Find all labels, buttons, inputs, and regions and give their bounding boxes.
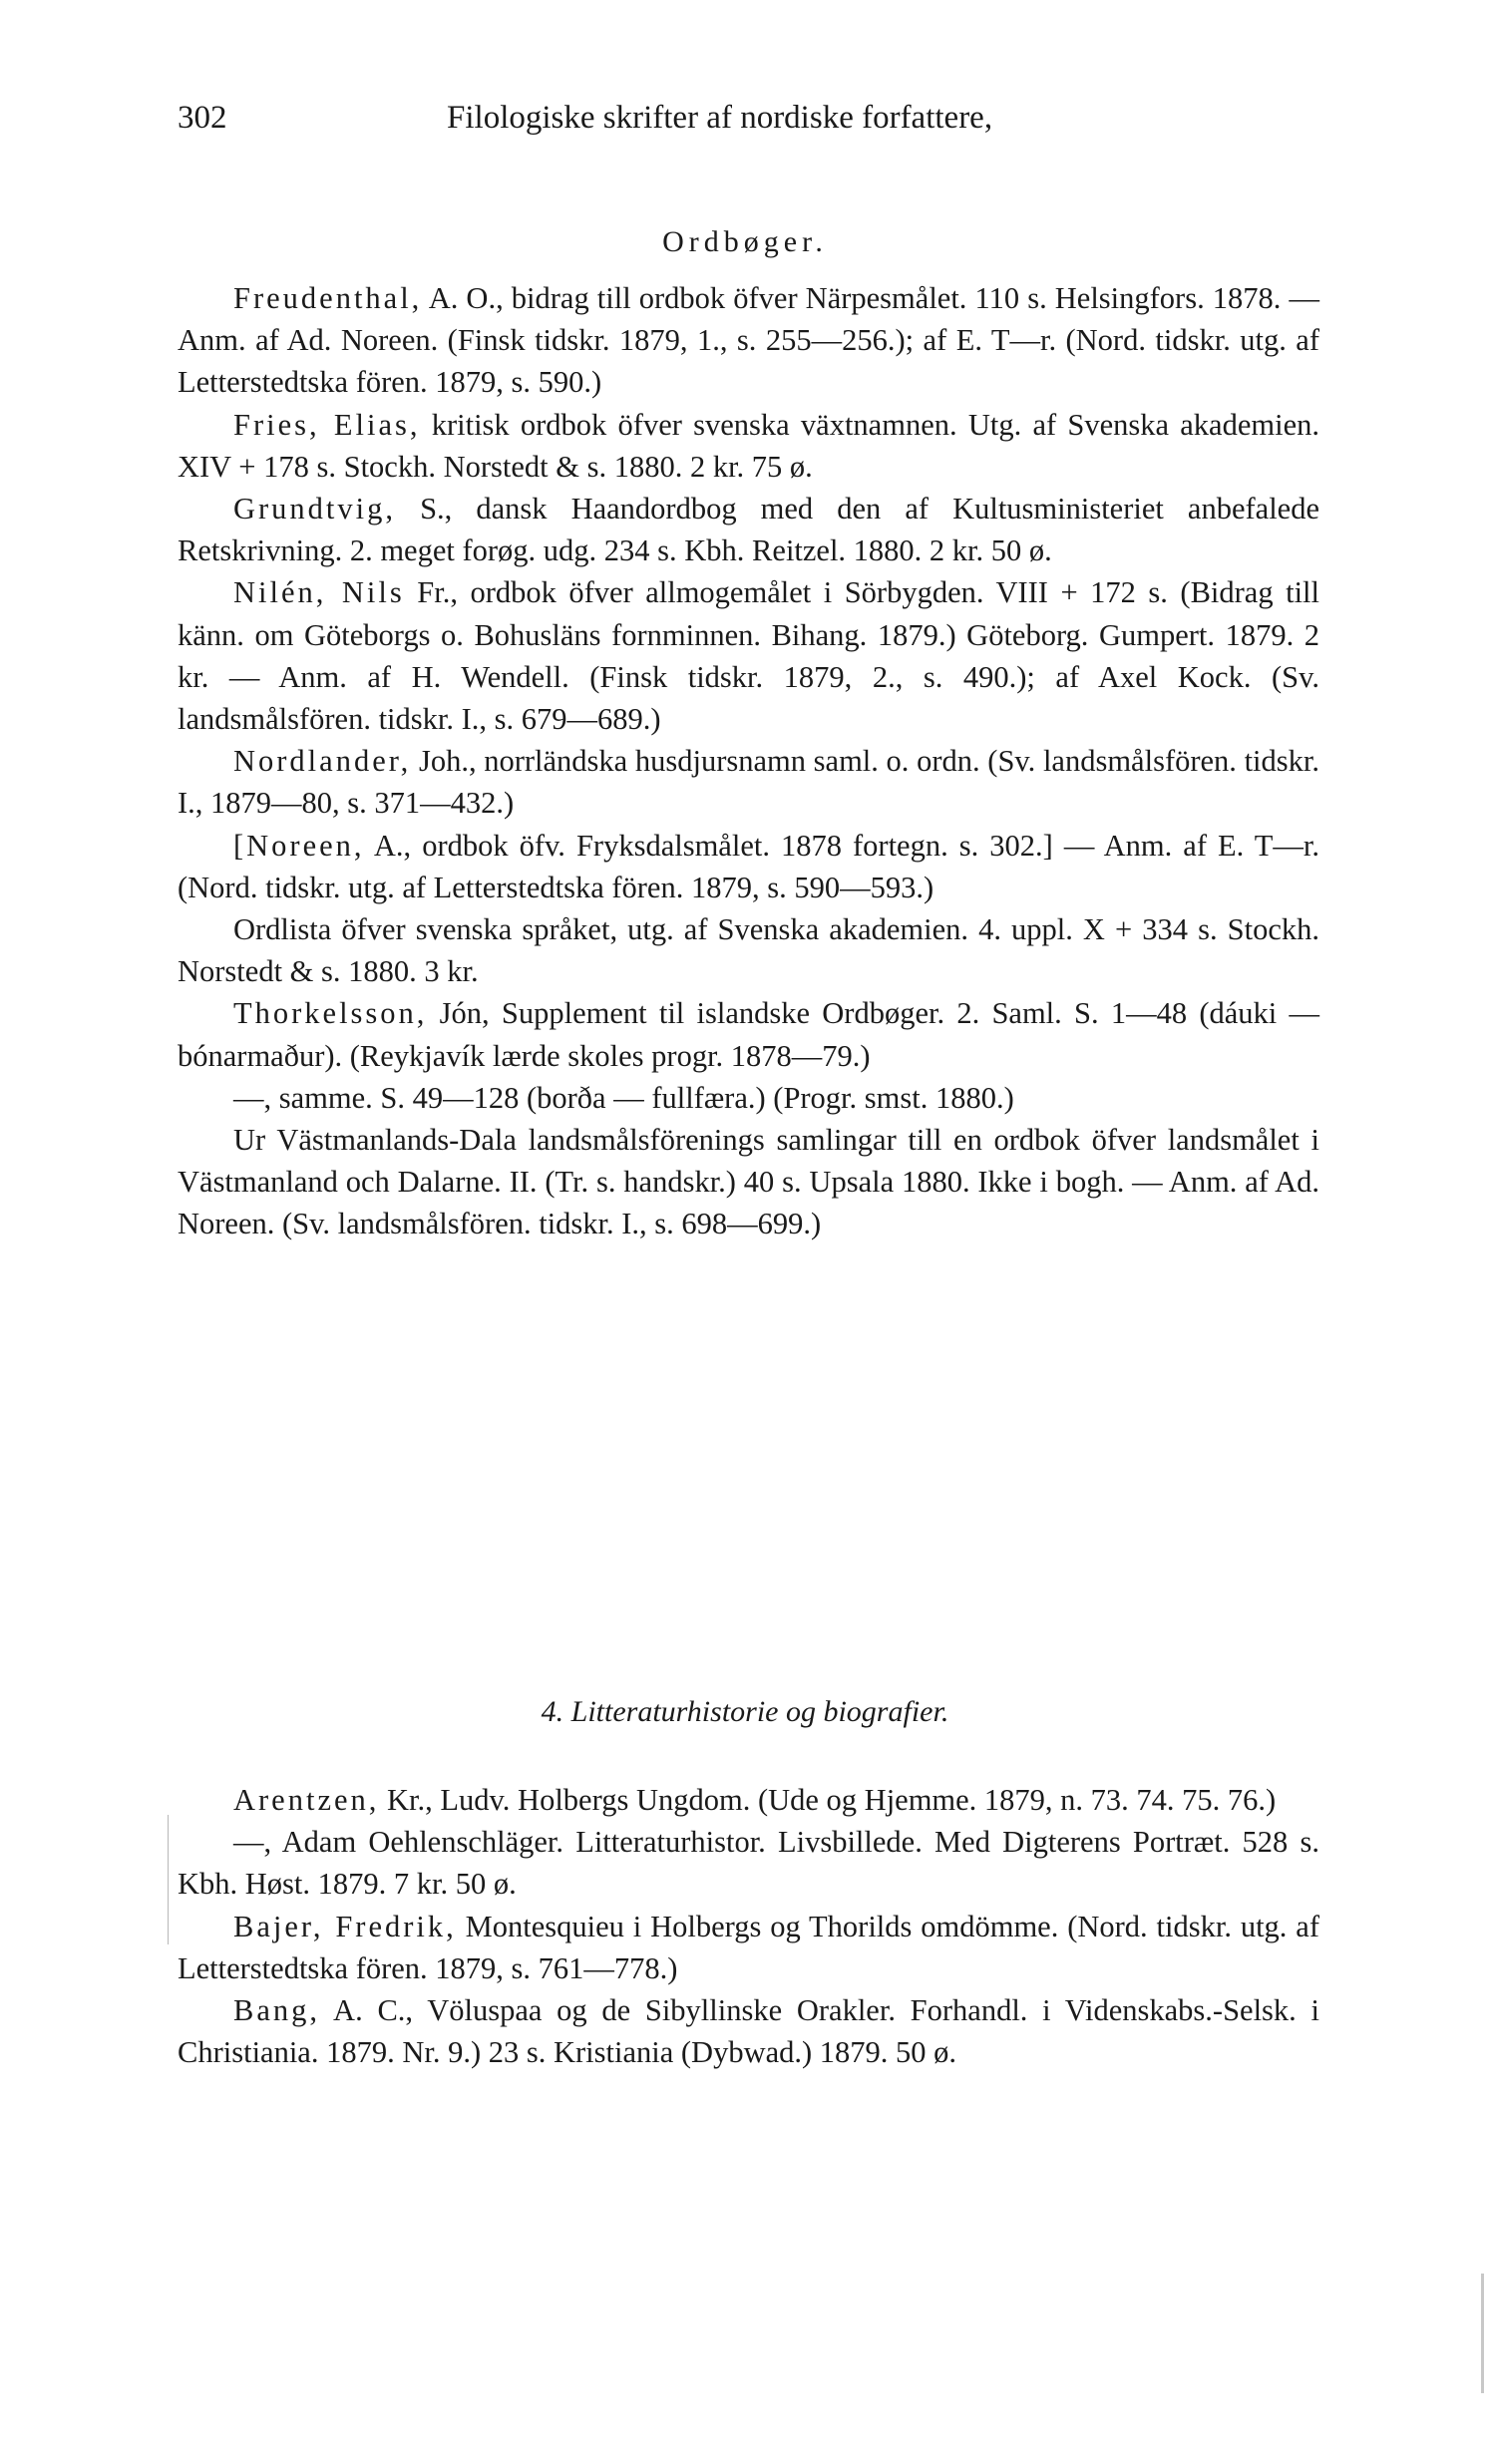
entry bbox=[178, 908, 1319, 992]
entry-text: —, Adam Oehlenschläger. Litteraturhistor. Livsbillede. Med Digterens Portræt. 528 s. Kbh. Høst. 1879. 7 kr. 50 ø. bbox=[178, 1825, 1319, 1902]
entry-text: Fr., ordbok öfver allmogemålet i Sörbygden. VIII + 172 s. (Bidrag till känn. om Göteborgs o. Bohusläns fornminnen. Bihang. 1879.) Göteborg. Gumpert. 1879. 2 kr. — Anm. af H. Wendell. (Finsk tidskr. 1879, 2., s. 490.); af Axel Kock. (Sv. landsmålsfören. tidskr. I., s. 679—689.) bbox=[178, 575, 1319, 737]
entry-text: Joh., norrländska husdjursnamn saml. o. ordn. (Sv. landsmålsfören. tidskr. I., 1879—80, s. 371—432.) bbox=[178, 744, 1319, 821]
entry-text: Ordlista öfver svenska språket, utg. af Svenska akademien. 4. uppl. X + 334 s. Stockh. Norstedt & s. 1880. 3 kr. bbox=[178, 912, 1319, 989]
entry bbox=[178, 1119, 1319, 1245]
entry-text: —, samme. S. 49—128 (borða — fullfæra.) (Progr. smst. 1880.) bbox=[233, 1080, 1014, 1115]
entry-text: A. C., Völuspaa og de Sibyllinske Orakler. Forhandl. i Videnskabs.-Selsk. i Christiania. 1879. Nr. 9.) 23 s. Kristiania (Dybwad.) 1879. 50 ø. bbox=[178, 1993, 1319, 2070]
biography-entries bbox=[178, 1779, 1319, 2073]
entry-text: Ur Västmanlands-Dala landsmålsförenings samlingar till en ordbok öfver landsmålet i Västmanland och Dalarne. II. (Tr. s. handskr.) 40 s. Upsala 1880. Ikke i bogh. — Anm. af Ad. Noreen. (Sv. landsmålsfören. tidskr. I., s. 698—699.) bbox=[178, 1123, 1319, 1241]
entry bbox=[178, 1821, 1319, 1905]
entry bbox=[178, 404, 1319, 488]
page-number: 302 bbox=[178, 100, 227, 136]
section-heading: 4. Litteraturhistorie og biografier. bbox=[541, 1695, 949, 1728]
entry bbox=[178, 488, 1319, 571]
entry-text: Jón, Supplement til islandske Ordbøger. 2. Saml. S. 1—48 (dáuki — bónarmaður). (Reykjavík lærde skoles progr. 1878—79.) bbox=[178, 996, 1319, 1073]
entry-text: Kr., Ludv. Holbergs Ungdom. (Ude og Hjemme. 1879, n. 73. 74. 75. 76.) bbox=[379, 1783, 1277, 1817]
entry-text: A., ordbok öfv. Fryksdalsmålet. 1878 fortegn. s. 302.] — Anm. af E. T—r. (Nord. tidskr. utg. af Letterstedtska fören. 1879, s. 590—593.) bbox=[178, 828, 1319, 904]
entry-name: Thorkelsson, bbox=[233, 996, 428, 1031]
entry-name: Freudenthal, bbox=[233, 281, 423, 315]
dictionary-entries bbox=[178, 277, 1319, 1245]
entry bbox=[178, 825, 1319, 908]
entry bbox=[178, 1779, 1319, 1821]
entry bbox=[178, 992, 1319, 1076]
entry-text: S., dansk Haandordbog med den af Kultusministeriet anbefalede Retskrivning. 2. meget forøg. udg. 234 s. Kbh. Reitzel. 1880. 2 kr. 50 ø. bbox=[178, 492, 1319, 568]
section-title: Ordbøger. bbox=[662, 225, 828, 258]
entry bbox=[178, 571, 1319, 740]
entry-text: Montesquieu i Holbergs og Thorilds omdömme. (Nord. tidskr. utg. af Letterstedtska fören. 1879, s. 761—778.) bbox=[178, 1909, 1319, 1985]
entry-text: kritisk ordbok öfver svenska växtnamnen. Utg. af Svenska akademien. XIV + 178 s. Stockh. Norstedt & s. 1880. 2 kr. 75 ø. bbox=[178, 407, 1319, 484]
scan-edge-mark bbox=[1481, 2274, 1484, 2393]
entry-name: Arentzen, bbox=[233, 1783, 380, 1817]
entry-name: Nordlander, bbox=[233, 744, 412, 779]
entry-name: Grundtvig, bbox=[233, 492, 397, 527]
entry-text: A. O., bidrag till ordbok öfver Närpesmålet. 110 s. Helsingfors. 1878. — Anm. af Ad. Noreen. (Finsk tidskr. 1879, 1., s. 255—256.); af E. T—r. (Nord. tidskr. utg. af Letterstedtska fören. 1879, s. 590.) bbox=[178, 281, 1319, 400]
entry bbox=[178, 1906, 1319, 1989]
entry bbox=[178, 1989, 1319, 2073]
running-head: Filologiske skrifter af nordiske forfattere, bbox=[447, 100, 993, 136]
entry bbox=[178, 1077, 1319, 1119]
entry-name: [Noreen, bbox=[233, 828, 365, 863]
entry bbox=[178, 740, 1319, 824]
entry bbox=[178, 277, 1319, 404]
entry-name: Nilén, Nils bbox=[233, 575, 405, 610]
entry-name: Fries, Elias, bbox=[233, 407, 421, 442]
entry-name: Bang, bbox=[233, 1993, 321, 2028]
page-header bbox=[178, 100, 1324, 150]
entry-name: Bajer, Fredrik, bbox=[233, 1909, 457, 1943]
margin-mark bbox=[168, 1815, 169, 1944]
